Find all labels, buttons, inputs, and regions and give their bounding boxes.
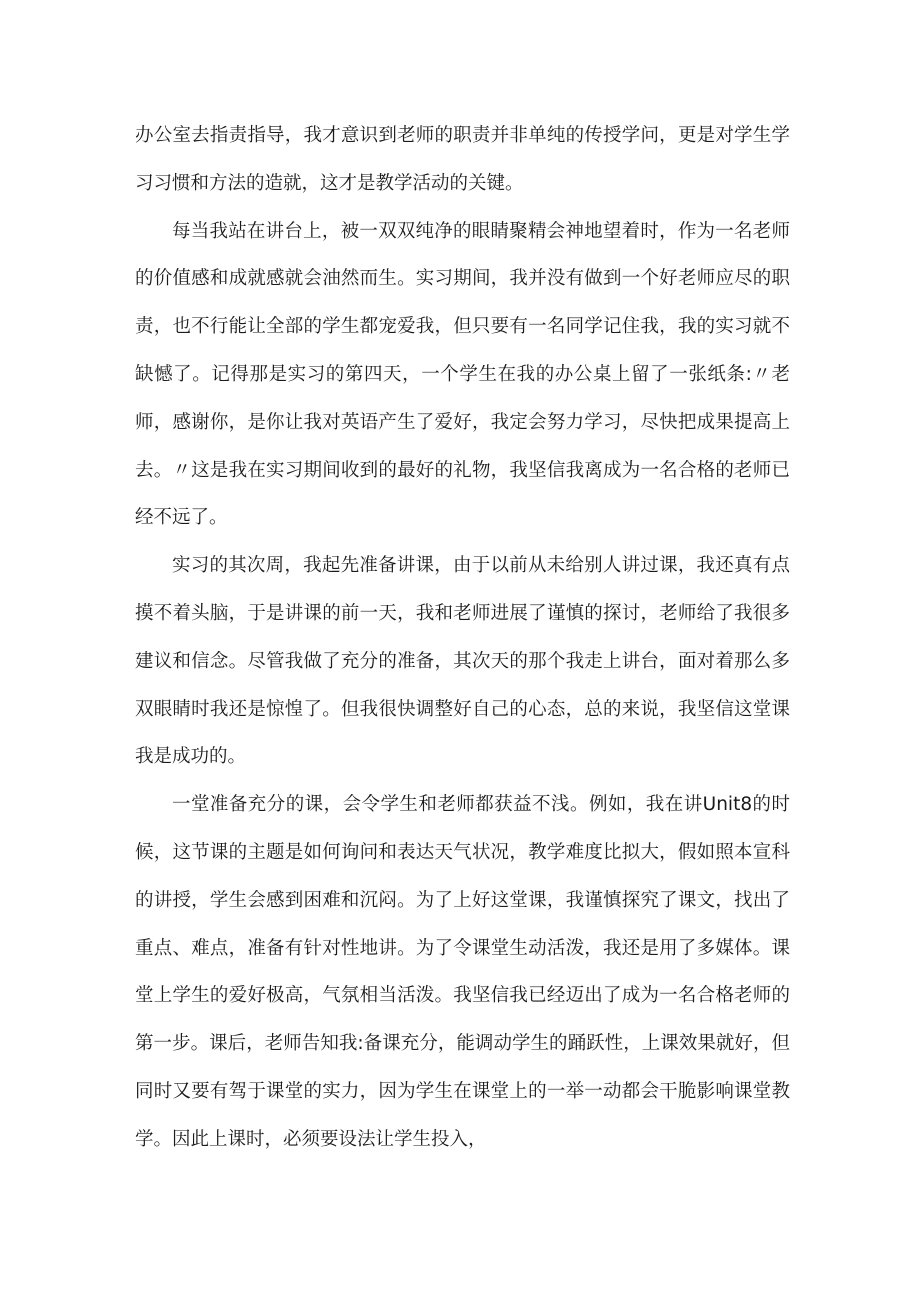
paragraph-1: 办公室去指责指导，我才意识到老师的职责并非单纯的传授学问，更是对学生学习习惯和方法的造就，这才是教学活动的关键。 xyxy=(135,125,790,194)
document-body xyxy=(135,112,790,1164)
paragraph-2: 每当我站在讲台上，被一双双纯净的眼睛聚精会神地望着时，作为一名老师的价值感和成就感就会油然而生。实习期间，我并没有做到一个好老师应尽的职责，也不行能让全部的学生都宠爱我，但只要有一名同学记住我，我的实习就不缺憾了。记得那是实习的第四天，一个学生在我的办公桌上留了一张纸条:〃老师，感谢你，是你让我对英语产生了爱好，我定会努力学习，尽快把成果提高上去。〃这是我在实习期间收到的最好的礼物，我坚信我离成为一名合格的老师已经不远了。 xyxy=(135,220,790,529)
paragraph-3: 实习的其次周，我起先准备讲课，由于以前从未给别人讲过课，我还真有点摸不着头脑，于是讲课的前一天，我和老师进展了谨慎的探讨，老师给了我很多建议和信念。尽管我做了充分的准备，其次天的那个我走上讲台，面对着那么多双眼睛时我还是惊惶了。但我很快调整好自己的心态，总的来说，我坚信这堂课我是成功的。 xyxy=(135,555,790,768)
paragraph-4: 一堂准备充分的课，会令学生和老师都获益不浅。例如，我在讲Unit8的时候，这节课的主题是如何询问和表达天气状况，教学难度比拟大，假如照本宣科的讲授，学生会感到困难和沉闷。为了上好这堂课，我谨慎探究了课文，找出了重点、难点，准备有针对性地讲。为了令课堂生动活泼，我还是用了多媒体。课堂上学生的爱好极高，气氛相当活泼。我坚信我已经迈出了成为一名合格老师的第一步。课后，老师告知我:备课充分，能调动学生的踊跃性，上课效果就好，但同时又要有驾于课堂的实力，因为学生在课堂上的一举一动都会干脆影响课堂教学。因此上课时，必须要设法让学生投入， xyxy=(135,794,790,1150)
